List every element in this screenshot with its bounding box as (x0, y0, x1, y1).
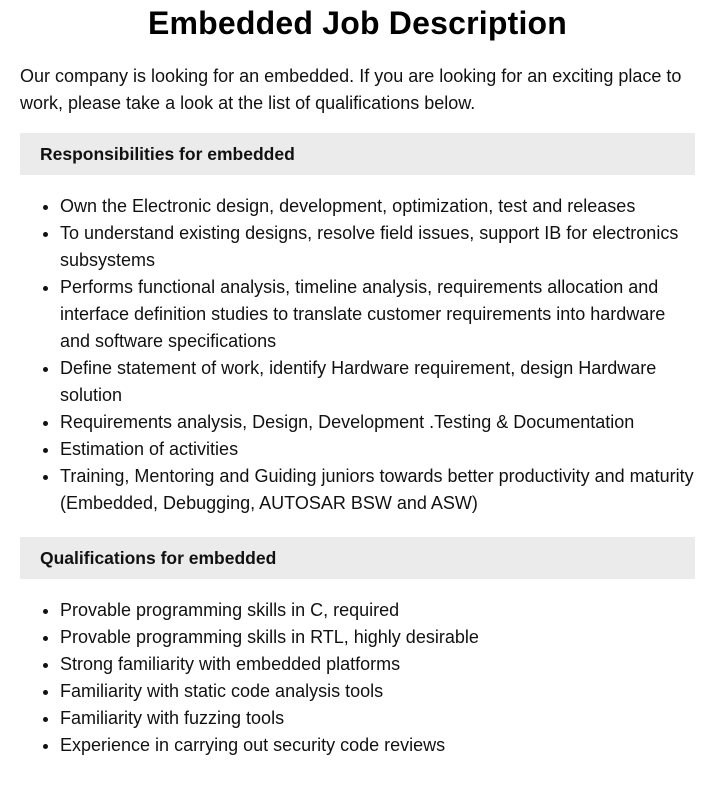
list-item: Familiarity with fuzzing tools (60, 705, 695, 732)
responsibilities-list (20, 193, 695, 517)
list-item: Requirements analysis, Design, Development .Testing & Documentation (60, 409, 695, 436)
list-item: To understand existing designs, resolve field issues, support IB for electronics subsystems (60, 220, 695, 274)
list-item: Provable programming skills in C, required (60, 597, 695, 624)
qualifications-list (20, 597, 695, 759)
section-header-responsibilities: Responsibilities for embedded (20, 133, 695, 175)
list-item: Experience in carrying out security code reviews (60, 732, 695, 759)
section-header-qualifications: Qualifications for embedded (20, 537, 695, 579)
list-item: Familiarity with static code analysis tools (60, 678, 695, 705)
list-item: Define statement of work, identify Hardware requirement, design Hardware solution (60, 355, 695, 409)
list-item: Performs functional analysis, timeline analysis, requirements allocation and interface definition studies to translate customer requirements into hardware and software specifications (60, 274, 695, 355)
list-item: Estimation of activities (60, 436, 695, 463)
list-item: Strong familiarity with embedded platforms (60, 651, 695, 678)
page-title: Embedded Job Description (147, 5, 568, 41)
list-item: Provable programming skills in RTL, highly desirable (60, 624, 695, 651)
intro-paragraph: Our company is looking for an embedded. If you are looking for an exciting place to work, please take a look at the list of qualifications below. (20, 66, 682, 113)
list-item: Training, Mentoring and Guiding juniors towards better productivity and maturity (Embedded, Debugging, AUTOSAR BSW and ASW) (60, 463, 695, 517)
list-item: Own the Electronic design, development, optimization, test and releases (60, 193, 695, 220)
